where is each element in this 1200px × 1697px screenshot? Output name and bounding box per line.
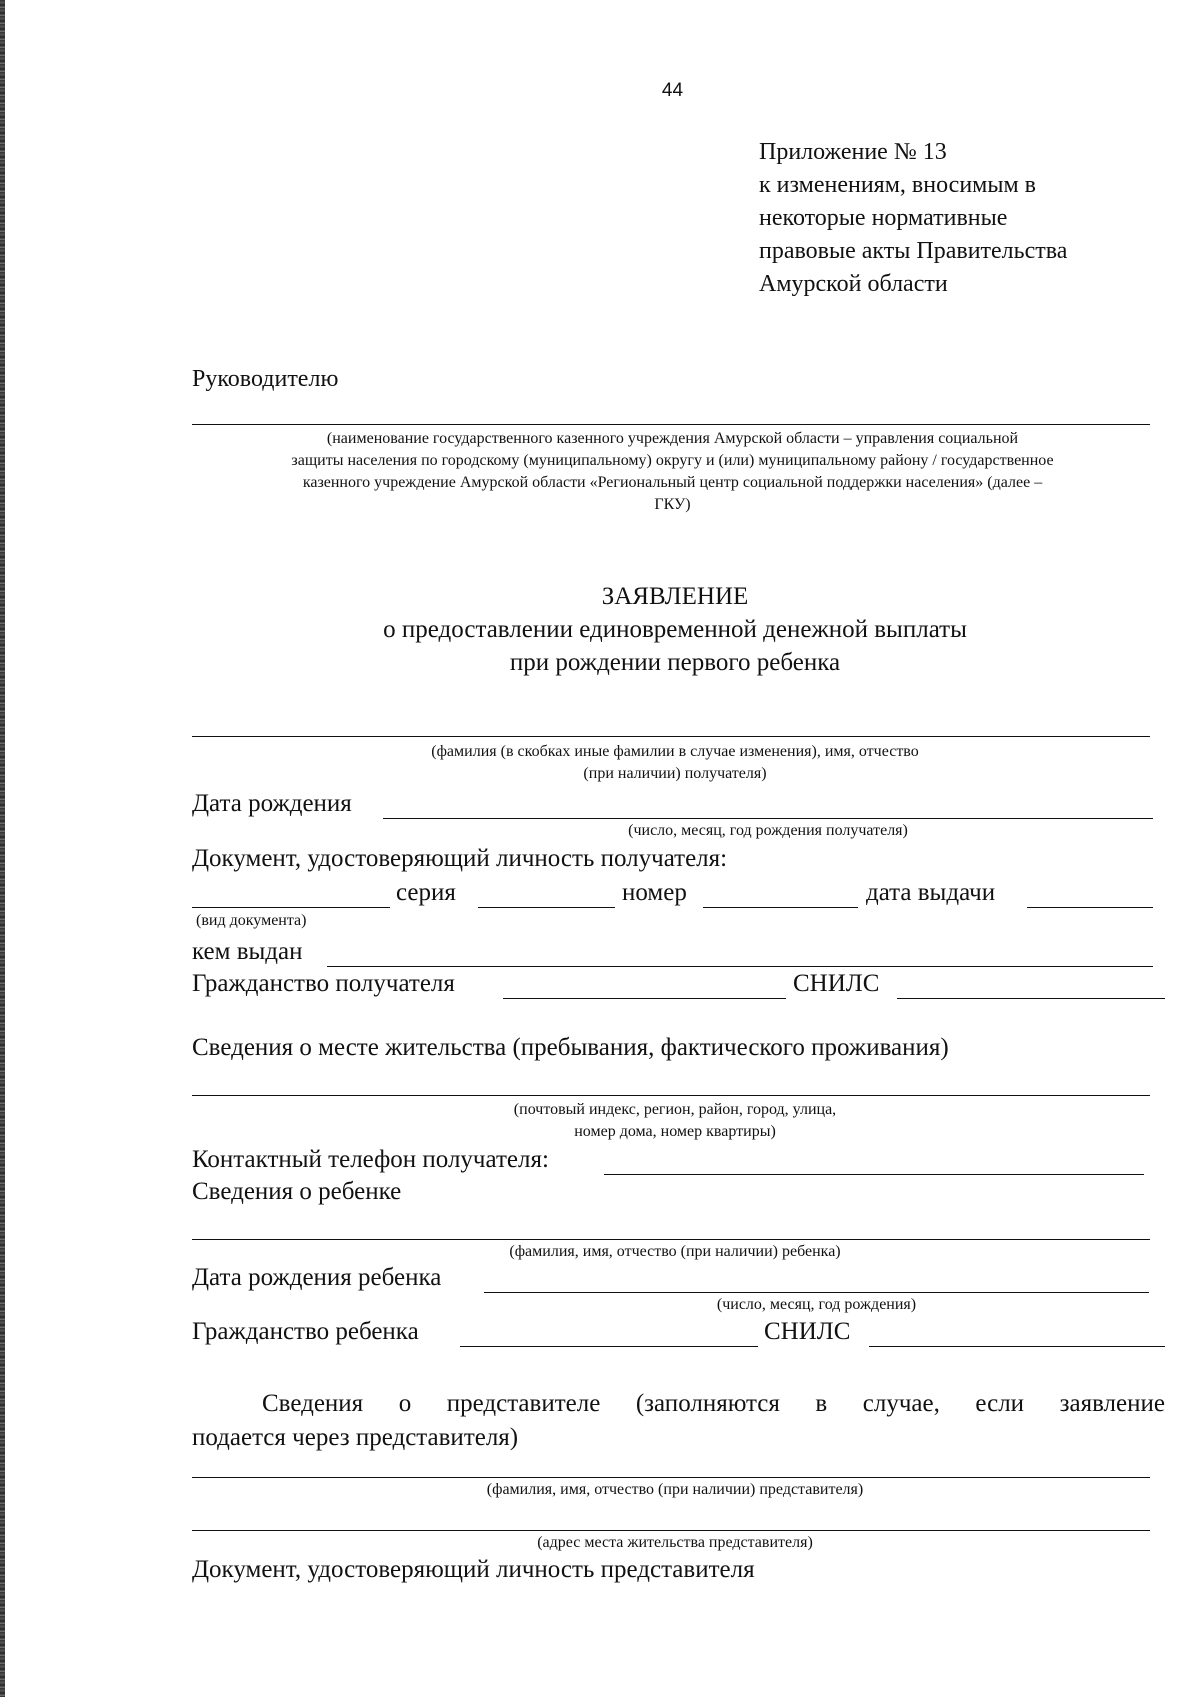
phone-label: Контактный телефон получателя: (192, 1146, 549, 1173)
child-snils-field[interactable] (869, 1346, 1165, 1347)
citizenship-label: Гражданство получателя (192, 970, 455, 997)
phone-field[interactable] (604, 1174, 1144, 1175)
issued-by-label: кем выдан (192, 938, 303, 965)
birth-date-field[interactable] (383, 818, 1153, 819)
appendix-line-4: правовые акты Правительства (759, 238, 1068, 264)
child-citizenship-label: Гражданство ребенка (192, 1318, 419, 1345)
representative-id-label: Документ, удостоверяющий личность представителя (192, 1556, 755, 1583)
addressee-field-line[interactable] (192, 424, 1150, 425)
recipient-name-caption: (фамилия (в скобках иные фамилии в случае изменения), имя, отчество (при наличии) получателя) (431, 743, 919, 782)
child-name-field[interactable] (192, 1239, 1150, 1240)
document-title (190, 580, 1160, 679)
issue-date-field[interactable] (1027, 907, 1153, 908)
issued-by-field[interactable] (327, 966, 1153, 967)
id-document-label: Документ, удостоверяющий личность получателя: (192, 845, 728, 872)
series-field[interactable] (478, 907, 615, 908)
residence-caption: (почтовый индекс, регион, район, город, улица, номер дома, номер квартиры) (513, 1101, 837, 1140)
series-label: серия (396, 879, 456, 906)
appendix-note (759, 136, 1139, 301)
birth-date-label: Дата рождения (192, 790, 352, 817)
addressee-label: Руководителю (192, 366, 339, 392)
residence-field[interactable] (192, 1095, 1150, 1096)
child-birth-label: Дата рождения ребенка (192, 1264, 442, 1291)
appendix-line-3: некоторые нормативные (759, 205, 1008, 231)
representative-address-field[interactable] (192, 1530, 1150, 1531)
appendix-line-1: Приложение № 13 (759, 139, 947, 165)
child-citizenship-field[interactable] (460, 1346, 758, 1347)
doc-type-field[interactable] (192, 907, 390, 908)
representative-name-field[interactable] (192, 1477, 1150, 1478)
representative-intro-line-2: подается через представителя) (192, 1424, 519, 1451)
child-birth-caption: (число, месяц, год рождения) (716, 1296, 917, 1313)
residence-label: Сведения о месте жительства (пребывания, фактического проживания) (192, 1034, 949, 1061)
representative-intro-line-1: Сведения о представителе (заполняются в случае, если заявление (262, 1390, 1165, 1417)
number-field[interactable] (703, 907, 858, 908)
appendix-line-5: Амурской области (759, 271, 948, 297)
title-sub-2: при рождении первого ребенка (509, 649, 841, 676)
child-label: Сведения о ребенке (192, 1178, 402, 1205)
recipient-name-field[interactable] (192, 736, 1150, 737)
representative-name-caption: (фамилия, имя, отчество (при наличии) представителя) (486, 1481, 864, 1498)
appendix-line-2: к изменениям, вносимым в (759, 172, 1036, 198)
addressee-caption: (наименование государственного казенного учреждения Амурской области – управления социальной защиты населения по городскому (муниципальному) округу и (или) муниципальному району / государственное казенного учреждение Амурской области «Региональный центр социальной поддержки населения» (далее – ГКУ) (291, 430, 1054, 513)
snils-field[interactable] (897, 998, 1165, 999)
title-main: ЗАЯВЛЕНИЕ (601, 583, 749, 610)
citizenship-field[interactable] (503, 998, 786, 999)
child-birth-field[interactable] (484, 1292, 1149, 1293)
title-sub-1: о предоставлении единовременной денежной выплаты (383, 616, 967, 643)
scan-left-edge (0, 0, 5, 1697)
doc-type-caption: (вид документа) (196, 912, 307, 929)
child-name-caption: (фамилия, имя, отчество (при наличии) ребенка) (509, 1243, 841, 1260)
child-snils-label: СНИЛС (764, 1318, 851, 1345)
page-number: 44 (661, 80, 684, 101)
representative-address-caption: (адрес места жительства представителя) (537, 1534, 813, 1551)
birth-date-caption: (число, месяц, год рождения получателя) (628, 822, 908, 839)
number-label: номер (622, 879, 687, 906)
issue-date-label: дата выдачи (866, 879, 996, 906)
snils-label: СНИЛС (793, 970, 880, 997)
